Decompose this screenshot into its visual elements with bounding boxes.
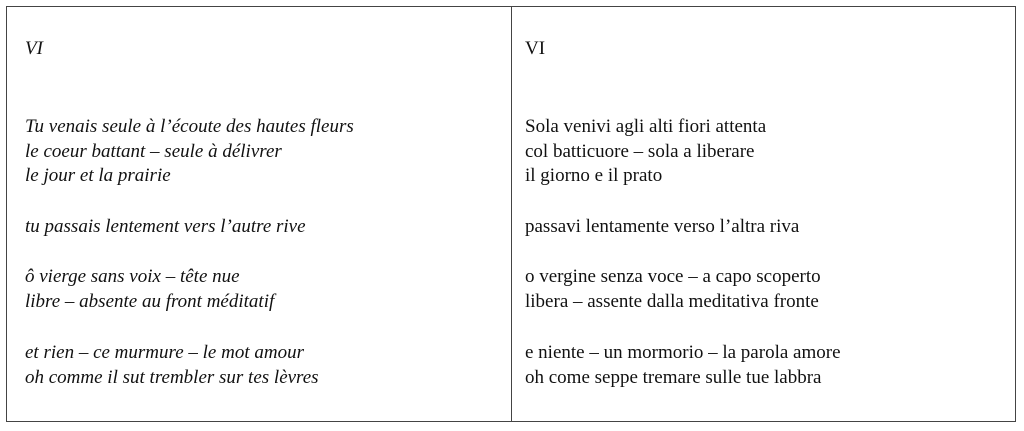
italian-stanza-4 <box>525 341 841 390</box>
italian-line: o vergine senza voce – a capo scoperto <box>525 266 821 287</box>
italian-stanza-1 <box>525 115 766 189</box>
italian-line: e niente – un mormorio – la parola amore <box>525 342 841 363</box>
french-line: ô vierge sans voix – tête nue <box>25 266 240 287</box>
italian-line: oh come seppe tremare sulle tue labbra <box>525 366 822 388</box>
french-line: oh comme il sut trembler sur tes lèvres <box>25 366 319 388</box>
french-line: tu passais lentement vers l’autre rive <box>25 216 306 237</box>
italian-line: passavi lentamente verso l’altra riva <box>525 216 800 237</box>
italian-line: col batticuore – sola a liberare <box>525 140 755 162</box>
french-line: le jour et la prairie <box>25 165 171 186</box>
french-stanza-3 <box>25 265 274 314</box>
french-stanza-2 <box>25 215 306 240</box>
italian-stanza-2 <box>525 215 799 240</box>
french-stanza-4 <box>25 341 319 390</box>
french-line: libre – absente au front méditatif <box>25 290 275 312</box>
italian-stanza-3 <box>525 265 821 314</box>
italian-heading: VI <box>525 38 546 59</box>
french-heading: VI <box>25 38 43 59</box>
french-stanza-1 <box>25 115 354 189</box>
italian-line: Sola venivi agli alti fiori attenta <box>525 116 767 137</box>
french-line: le coeur battant – seule à délivrer <box>25 140 282 162</box>
poem-translation-table <box>6 6 1016 422</box>
french-line: et rien – ce murmure – le mot amour <box>25 342 304 363</box>
french-line: Tu venais seule à l’écoute des hautes fleurs <box>25 116 354 137</box>
italian-line: il giorno e il prato <box>525 165 663 186</box>
french-column <box>7 7 512 421</box>
italian-column <box>512 7 1015 421</box>
italian-line: libera – assente dalla meditativa fronte <box>525 290 819 312</box>
